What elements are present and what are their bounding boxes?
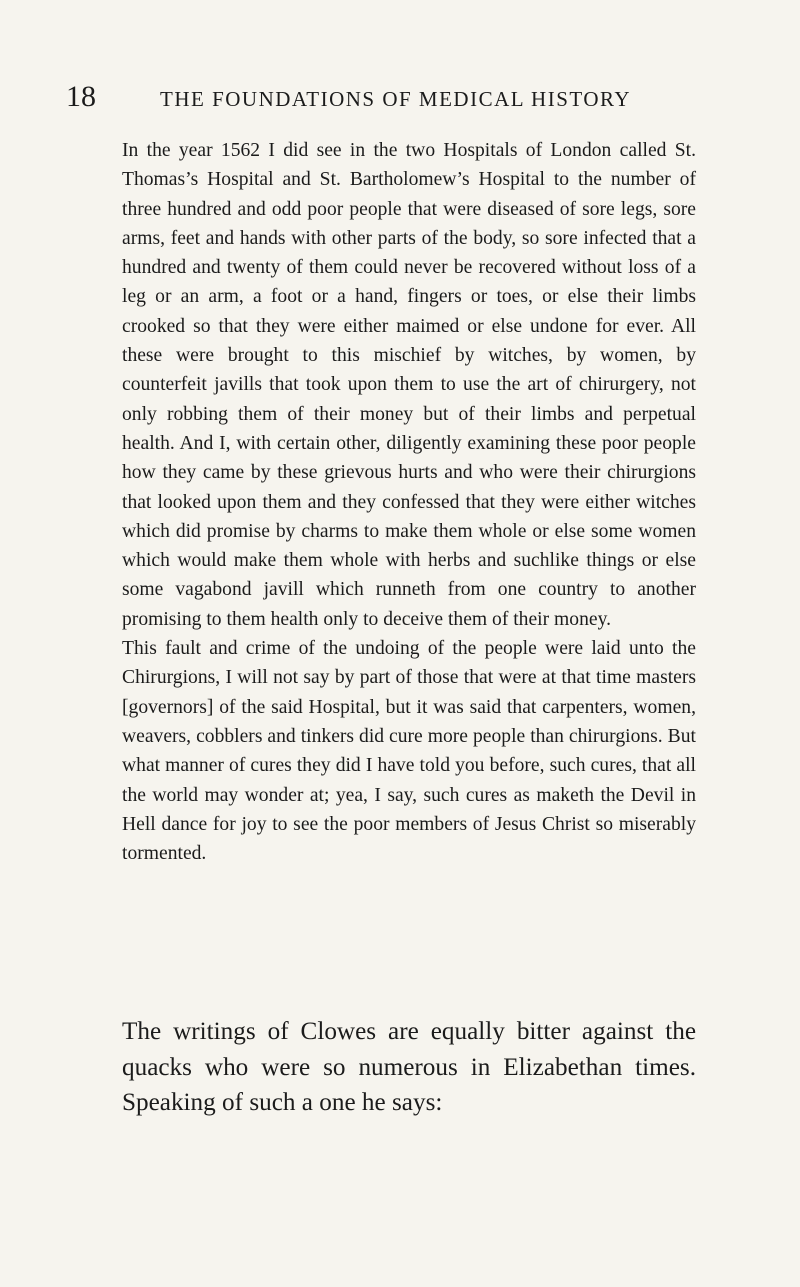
running-head xyxy=(66,80,746,114)
quote-paragraph-2: This fault and crime of the undoing of the people were laid unto the Chirurgions, I will not say by part of those that were at that time masters [governors] of the said Hospital, but it was said that carpenters, women, weavers, cobblers and tinkers did cure more people than chirurgions. But what manner of cures they did I have told you before, such cures, that all the world may wonder at; yea, I say, such cures as maketh the Devil in Hell dance for joy to see the poor members of Jesus Christ so miserably tormented. xyxy=(122,638,696,865)
block-quote xyxy=(122,136,696,868)
page-number: 18 xyxy=(66,80,96,113)
quote-paragraph-1: In the year 1562 I did see in the two Hospitals of London called St. Thomas’s Hospital and St. Bartholomew’s Hospital to the number of three hundred and odd poor people that were diseased of sore legs, sore arms, feet and hands with other parts of the body, so sore infected that a hundred and twenty of them could never be recovered without loss of a leg or an arm, a foot or a hand, fingers or toes, or else their limbs crooked so that they were either maimed or else undone for ever. All these were brought to this mischief by witches, by women, by counterfeit javills that took upon them to use the art of chirurgery, not only robbing them of their money but of their limbs and perpetual health. And I, with certain other, diligently examining these poor people how they came by these grievous hurts and who were their chirurgions that looked upon them and they confessed that they were either witches which did promise by charms to make them whole or else some women which would make them whole with herbs and suchlike things or else some vagabond javill which runneth from one country to another promising to them health only to deceive them of their money. xyxy=(122,140,696,630)
running-head-title: THE FOUNDATIONS OF MEDICAL HISTORY xyxy=(160,87,632,111)
body-paragraph: The writings of Clowes are equally bitter against the quacks who were so numerous in Elizabethan times. Speaking of such a one he says: xyxy=(122,1018,696,1116)
